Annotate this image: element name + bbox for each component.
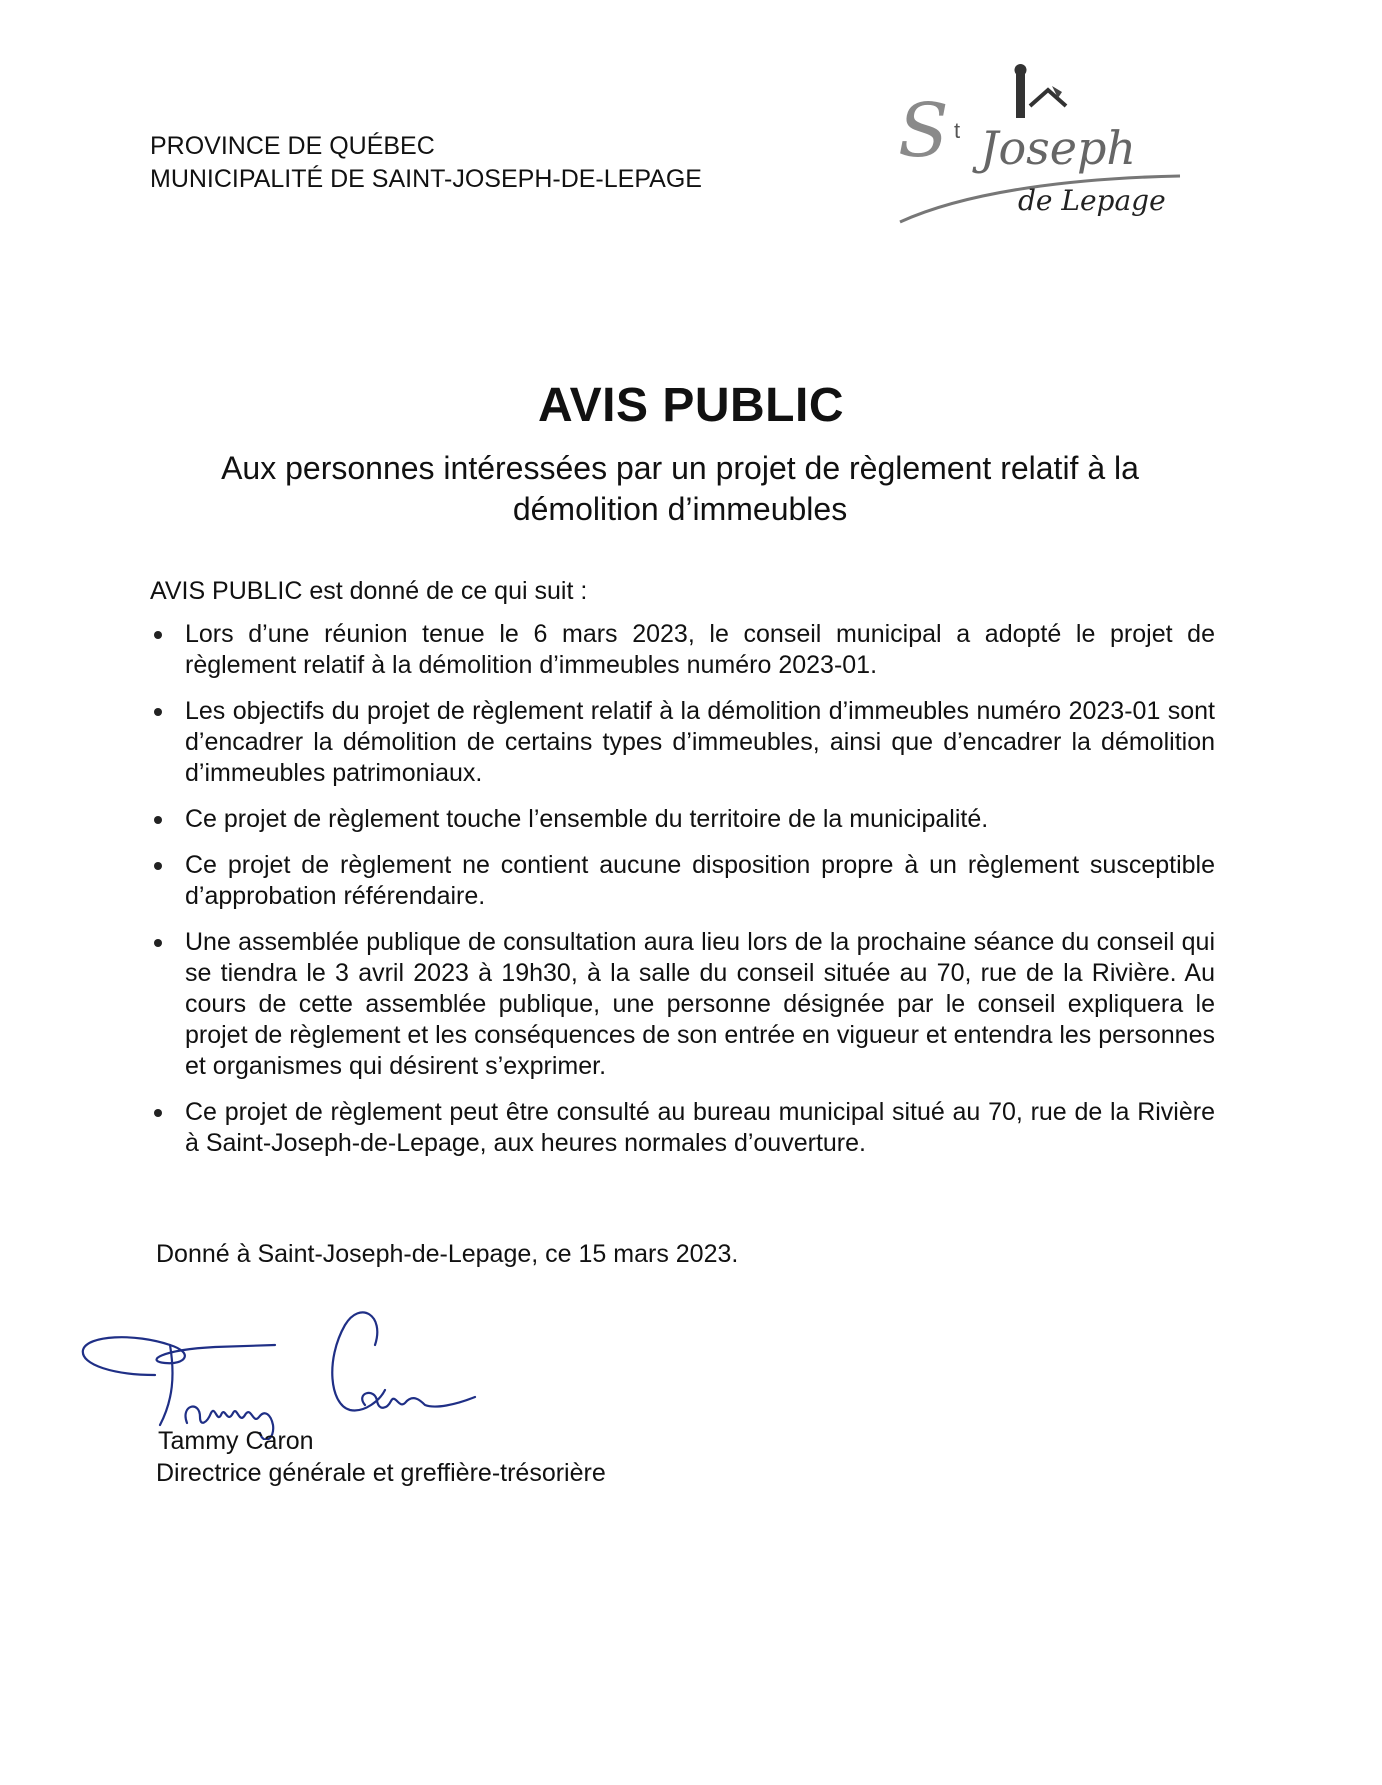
list-item-text: Ce projet de règlement peut être consulté au bureau municipal situé au 70, rue de la Rivière à Saint-Joseph-de-Lepage, aux heures normales d’ouverture.: [185, 1098, 1215, 1157]
signatory-role: Directrice générale et greffière-trésorière: [156, 1459, 606, 1487]
municipality-line: MUNICIPALITÉ DE SAINT-JOSEPH-DE-LEPAGE: [150, 165, 702, 193]
notice-subtitle: Aux personnes intéressées par un projet de règlement relatif à la démolition d’immeubles: [221, 450, 1139, 527]
bullet-icon: [154, 708, 162, 716]
list-item: [150, 927, 1215, 1082]
bullet-icon: [154, 816, 162, 824]
notice-points: [150, 619, 1215, 1174]
list-item: [150, 850, 1215, 912]
logo-lepage: de Lepage: [1018, 184, 1166, 217]
logo-st: S: [898, 88, 949, 174]
given-date-line: Donné à Saint-Joseph-de-Lepage, ce 15 mars 2023.: [156, 1240, 739, 1268]
notice-title: AVIS PUBLIC: [538, 379, 844, 432]
province-line: PROVINCE DE QUÉBEC: [150, 132, 435, 160]
letterhead: [150, 130, 702, 196]
list-item: [150, 1097, 1215, 1159]
list-item-text: Ce projet de règlement ne contient aucune disposition propre à un règlement susceptible d’approbation référendaire.: [185, 851, 1215, 910]
bullet-icon: [154, 631, 162, 639]
logo-joseph: Joseph: [980, 121, 1137, 175]
handwritten-signature: [75, 1305, 545, 1440]
municipality-logo: [880, 60, 1200, 240]
list-item-text: Une assemblée publique de consultation aura lieu lors de la prochaine séance du conseil qui se tiendra le 3 avril 2023 à 19h30, à la salle du conseil située au 70, rue de la Rivière. Au cours de cette assemblée publique, une personne désignée par le conseil expliquera le projet de règlement et les conséquences de son entrée en vigueur et entendra les personnes et organismes qui désirent s’exprimer.: [185, 928, 1215, 1080]
signatory-name: Tammy Caron: [158, 1427, 314, 1455]
logo-pole-top: [1015, 64, 1027, 76]
list-item-text: Lors d’une réunion tenue le 6 mars 2023, le conseil municipal a adopté le projet de règlement relatif à la démolition d’immeubles numéro 2023-01.: [185, 620, 1215, 679]
list-item: [150, 696, 1215, 789]
bullet-icon: [154, 1109, 162, 1117]
list-item-text: Les objectifs du projet de règlement relatif à la démolition d’immeubles numéro 2023-01 sont d’encadrer la démolition de certains types d’immeubles, ainsi que d’encadrer la démolition d’immeubles patrimoniaux.: [185, 697, 1215, 787]
list-item: [150, 804, 1215, 835]
list-item-text: Ce projet de règlement touche l’ensemble du territoire de la municipalité.: [185, 805, 989, 833]
bullet-icon: [154, 862, 162, 870]
list-item: [150, 619, 1215, 681]
bullet-icon: [154, 939, 162, 947]
logo-st-small: t: [954, 118, 961, 143]
notice-intro: AVIS PUBLIC est donné de ce qui suit :: [150, 577, 588, 605]
